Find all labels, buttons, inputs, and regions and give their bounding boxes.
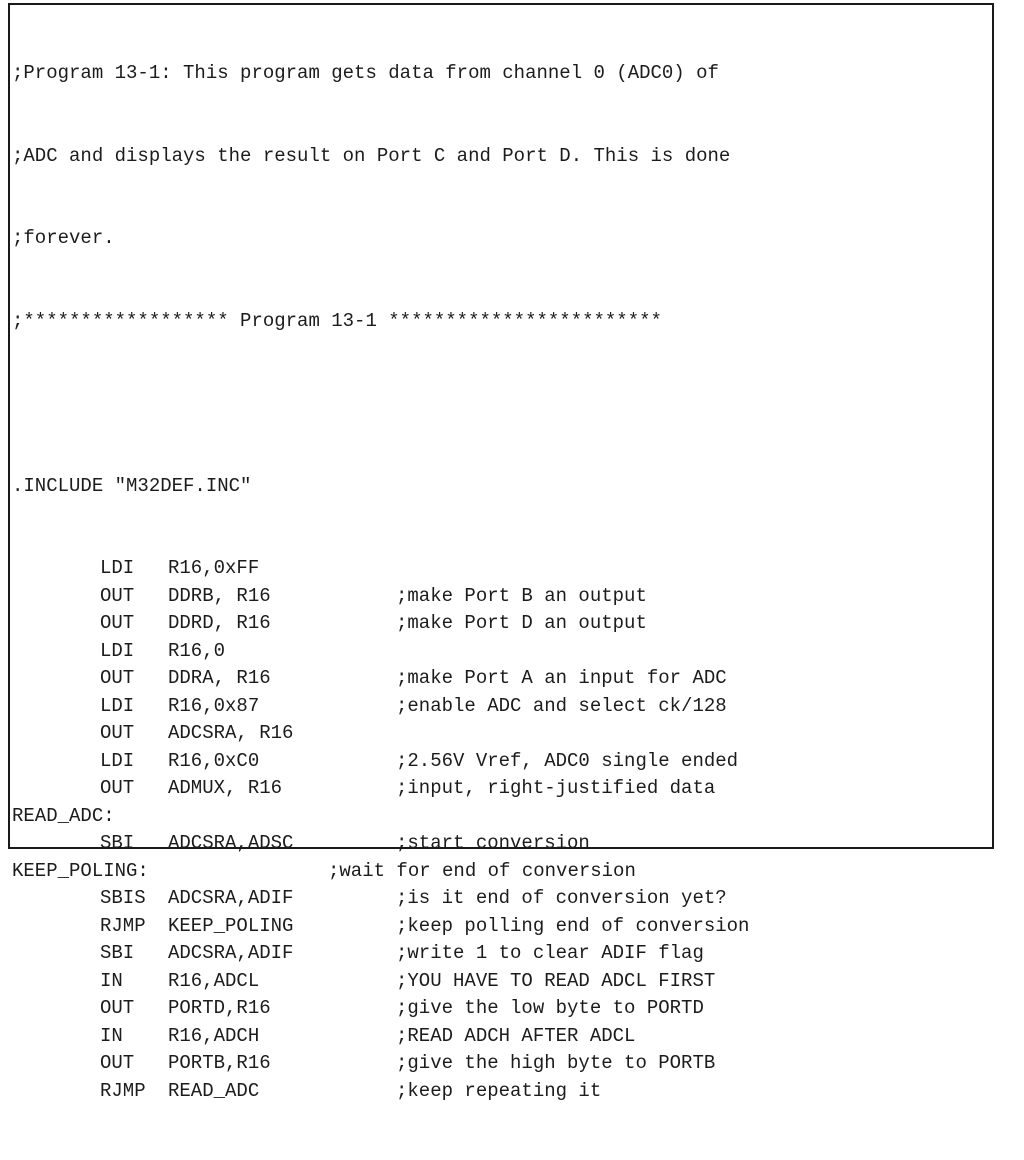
code-comment: ;enable ADC and select ck/128 [396, 694, 727, 717]
instruction-line [12, 693, 749, 721]
code-comment: ;give the high byte to PORTB [396, 1052, 716, 1074]
instruction-line [12, 748, 749, 776]
operands: DDRD, R16 [168, 612, 271, 634]
mnemonic: RJMP [100, 914, 146, 937]
instruction-line [12, 940, 749, 968]
code-comment: ;start conversion [396, 832, 590, 854]
code-listing [12, 5, 749, 1160]
header-comment-line-3: ;forever. [12, 227, 115, 249]
instruction-line [12, 665, 749, 693]
code-comment: ;keep repeating it [396, 1079, 602, 1102]
instruction-line [12, 555, 749, 583]
code-comment: ;YOU HAVE TO READ ADCL FIRST [396, 969, 716, 992]
operands: READ_ADC [168, 1079, 260, 1102]
instruction-line [12, 1050, 749, 1078]
instruction-line [12, 995, 749, 1023]
code-comment: ;make Port D an output [396, 612, 647, 634]
instruction-line [12, 610, 749, 638]
instruction-line [12, 775, 749, 803]
instruction-line [12, 968, 749, 996]
instruction-line [12, 885, 749, 913]
instruction-line [12, 913, 749, 941]
label-line [12, 803, 749, 831]
code-comment: ;give the low byte to PORTD [396, 997, 704, 1019]
operands: R16,0xC0 [168, 749, 260, 772]
code-comment: ;make Port A an input for ADC [396, 667, 727, 689]
blank-line [12, 390, 749, 418]
code-comment: ;keep polling end of conversion [396, 914, 750, 937]
include-directive: .INCLUDE "M32DEF.INC" [12, 474, 252, 497]
operands: ADCSRA,ADIF [168, 942, 294, 964]
operands: ADCSRA,ADSC [168, 832, 294, 854]
code-comment: ;input, right-justified data [396, 777, 716, 799]
code-label: READ_ADC: [12, 804, 115, 827]
mnemonic: SBIS [100, 887, 146, 909]
instruction-line [12, 583, 749, 611]
instruction-line [12, 830, 749, 858]
mnemonic: IN [100, 969, 123, 992]
operands: R16,ADCL [168, 969, 260, 992]
mnemonic: RJMP [100, 1079, 146, 1102]
header-comment-line-1: ;Program 13-1: This program gets data from channel 0 (ADC0) of [12, 62, 719, 84]
operands: PORTB,R16 [168, 1052, 271, 1074]
code-comment: ;2.56V Vref, ADC0 single ended [396, 749, 739, 772]
mnemonic: OUT [100, 997, 135, 1019]
operands: R16,0x87 [168, 694, 260, 717]
operands: ADMUX, R16 [168, 777, 283, 799]
header-banner-line: ;****************** Program 13-1 ************************ [12, 309, 662, 332]
code-comment: ;wait for end of conversion [328, 859, 636, 882]
mnemonic: IN [100, 1024, 123, 1047]
code-rows [12, 555, 749, 1105]
operands: KEEP_POLING [168, 914, 294, 937]
header-comment-line-2: ;ADC and displays the result on Port C and Port D. This is done [12, 144, 731, 167]
code-label: KEEP_POLING: [12, 859, 149, 882]
mnemonic: OUT [100, 1052, 135, 1074]
code-listing-box [8, 3, 994, 1102]
instruction-line [12, 1078, 749, 1106]
operands: ADCSRA,ADIF [168, 887, 294, 909]
mnemonic: LDI [100, 639, 135, 662]
operands: R16,0xFF [168, 557, 260, 579]
mnemonic: OUT [100, 612, 135, 634]
mnemonic: SBI [100, 832, 135, 854]
operands: ADCSRA, R16 [168, 722, 294, 744]
code-comment: ;write 1 to clear ADIF flag [396, 942, 704, 964]
mnemonic: OUT [100, 722, 135, 744]
code-comment: ;READ ADCH AFTER ADCL [396, 1024, 636, 1047]
mnemonic: LDI [100, 694, 135, 717]
mnemonic: OUT [100, 667, 135, 689]
operands: R16,ADCH [168, 1024, 260, 1047]
mnemonic: OUT [100, 777, 135, 799]
mnemonic: LDI [100, 749, 135, 772]
instruction-line [12, 638, 749, 666]
code-comment: ;make Port B an output [396, 584, 647, 607]
operands: R16,0 [168, 639, 226, 662]
label-line [12, 858, 749, 886]
mnemonic: OUT [100, 584, 135, 607]
operands: DDRB, R16 [168, 584, 271, 607]
operands: DDRA, R16 [168, 667, 271, 689]
mnemonic: SBI [100, 942, 135, 964]
instruction-line [12, 720, 749, 748]
operands: PORTD,R16 [168, 997, 271, 1019]
instruction-line [12, 1023, 749, 1051]
code-comment: ;is it end of conversion yet? [396, 887, 727, 909]
mnemonic: LDI [100, 557, 135, 579]
